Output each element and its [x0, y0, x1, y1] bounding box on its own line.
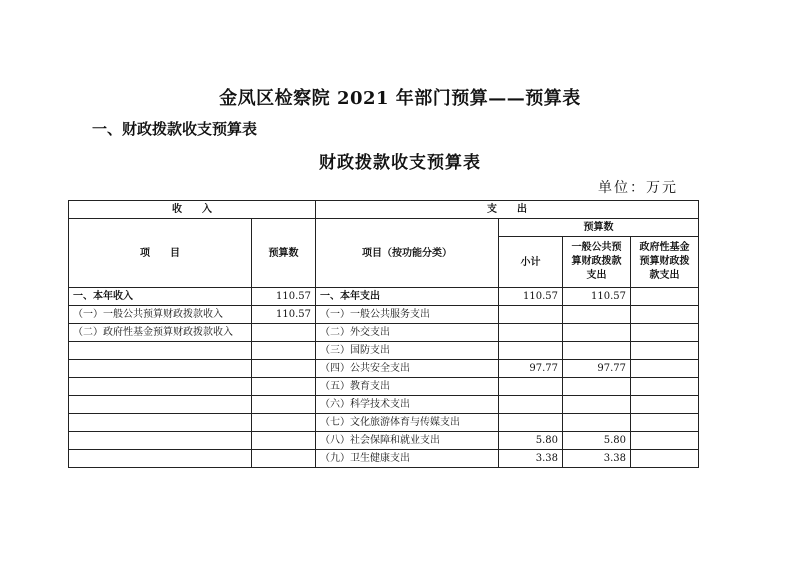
income-item-cell: [69, 432, 252, 450]
section-title: 一、财政拨款收支预算表: [92, 120, 258, 138]
income-value-cell: 110.57: [252, 288, 316, 306]
income-value-cell: [252, 432, 316, 450]
table-row: [69, 360, 699, 378]
income-value-cell: [252, 324, 316, 342]
expense-item-cell: （八）社会保障和就业支出: [316, 432, 499, 450]
expense-item-cell: （二）外交支出: [316, 324, 499, 342]
subtotal-cell: [499, 342, 563, 360]
subtotal-cell: 3.38: [499, 450, 563, 468]
income-value-cell: [252, 414, 316, 432]
table-row: [69, 414, 699, 432]
fund-budget-cell: [631, 414, 699, 432]
income-item-cell: 一、本年收入: [69, 288, 252, 306]
income-value-cell: [252, 450, 316, 468]
income-item-cell: [69, 342, 252, 360]
expense-item-cell: （一）一般公共服务支出: [316, 306, 499, 324]
general-budget-cell: [563, 342, 631, 360]
subtotal-header: 小计: [499, 237, 563, 288]
general-budget-cell: [563, 414, 631, 432]
budget-header: 预算数: [252, 219, 316, 288]
general-budget-cell: 3.38: [563, 450, 631, 468]
income-item-cell: [69, 360, 252, 378]
general-budget-cell: 97.77: [563, 360, 631, 378]
document-title: 金凤区检察院 2021 年部门预算——预算表: [219, 88, 581, 109]
income-value-cell: 110.57: [252, 306, 316, 324]
expense-header: 支 出: [316, 201, 699, 219]
general-budget-cell: [563, 396, 631, 414]
general-budget-cell: 5.80: [563, 432, 631, 450]
fund-budget-cell: [631, 342, 699, 360]
unit-label: 单位：万元: [598, 180, 678, 196]
fund-budget-cell: [631, 432, 699, 450]
general-budget-header: 一般公共预算财政拨款支出: [563, 237, 631, 288]
table-title: 财政拨款收支预算表: [319, 153, 481, 173]
subtotal-cell: [499, 396, 563, 414]
table-row: [69, 450, 699, 468]
table-row: [69, 342, 699, 360]
table-row: [69, 378, 699, 396]
fund-budget-cell: [631, 324, 699, 342]
item-func-header: 项目（按功能分类）: [316, 219, 499, 288]
income-item-cell: [69, 396, 252, 414]
expense-item-cell: （九）卫生健康支出: [316, 450, 499, 468]
subtotal-cell: [499, 306, 563, 324]
income-value-cell: [252, 360, 316, 378]
table-row: [69, 306, 699, 324]
fund-budget-cell: [631, 378, 699, 396]
item-header: 项 目: [69, 219, 252, 288]
header-row-1: [69, 201, 699, 219]
income-item-cell: [69, 378, 252, 396]
expense-item-cell: （五）教育支出: [316, 378, 499, 396]
expense-item-cell: （四）公共安全支出: [316, 360, 499, 378]
fund-budget-cell: [631, 450, 699, 468]
income-header: 收 入: [69, 201, 316, 219]
table-row: [69, 396, 699, 414]
table-row: [69, 432, 699, 450]
general-budget-cell: [563, 324, 631, 342]
budget-group-header: 预算数: [499, 219, 699, 237]
general-budget-cell: 110.57: [563, 288, 631, 306]
subtotal-cell: 5.80: [499, 432, 563, 450]
income-value-cell: [252, 378, 316, 396]
income-item-cell: （一）一般公共预算财政拨款收入: [69, 306, 252, 324]
general-budget-cell: [563, 306, 631, 324]
income-value-cell: [252, 342, 316, 360]
table-row: [69, 288, 699, 306]
subtotal-cell: [499, 414, 563, 432]
expense-item-cell: （三）国防支出: [316, 342, 499, 360]
expense-item-cell: （六）科学技术支出: [316, 396, 499, 414]
subtotal-cell: 110.57: [499, 288, 563, 306]
fund-budget-cell: [631, 306, 699, 324]
income-item-cell: [69, 414, 252, 432]
general-budget-cell: [563, 378, 631, 396]
fund-budget-cell: [631, 396, 699, 414]
expense-item-cell: 一、本年支出: [316, 288, 499, 306]
budget-table: [68, 200, 699, 468]
subtotal-cell: [499, 378, 563, 396]
subtotal-cell: 97.77: [499, 360, 563, 378]
income-value-cell: [252, 396, 316, 414]
income-item-cell: （二）政府性基金预算财政拨款收入: [69, 324, 252, 342]
table-row: [69, 324, 699, 342]
fund-budget-cell: [631, 360, 699, 378]
expense-item-cell: （七）文化旅游体育与传媒支出: [316, 414, 499, 432]
fund-budget-cell: [631, 288, 699, 306]
fund-budget-header: 政府性基金预算财政拨款支出: [631, 237, 699, 288]
subtotal-cell: [499, 324, 563, 342]
income-item-cell: [69, 450, 252, 468]
header-row-2: [69, 219, 699, 237]
